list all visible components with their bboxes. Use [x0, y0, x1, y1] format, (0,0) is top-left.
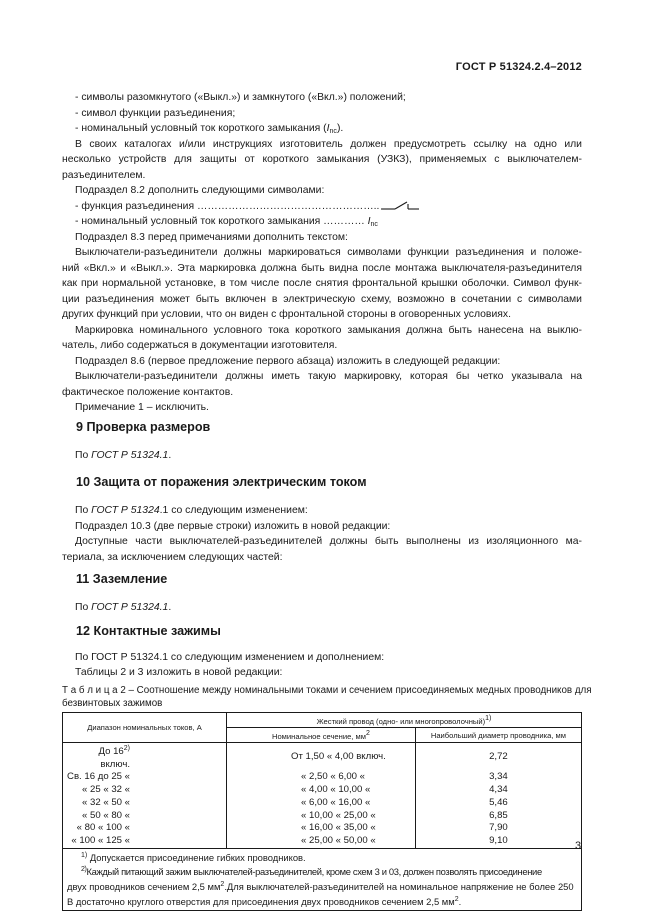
footnote-2: $^{2)}$Каждый питающий зажим выключателей-разъединителей, кроме схем 3 и 03, должен позволять присоединение	[81, 866, 542, 878]
disconnector-symbol-icon	[381, 199, 419, 211]
table-header-rigid: Жесткий провод (одно- или многопроволочный)1)	[227, 713, 582, 728]
table-row: До 16$^{2)}$ включ. От 1,50 « 4,00 включ. 2,72	[63, 743, 582, 772]
section-10-text: По ГОСТ Р 51324.1 со следующим изменением:	[75, 505, 308, 516]
section-10-text: Подраздел 10.3 (две первые строки) изложить в новой редакции:	[75, 521, 391, 532]
text-line: других функций при условии, что он виден с фронтальной стороны в оговоренных условиях.	[62, 309, 511, 320]
table-row: « 50 « 80 « « 10,00 « 25,00 « 6,85	[63, 810, 582, 823]
text-line: разъединителем.	[62, 170, 146, 181]
text-line: - символы разомкнутого («Выкл.») и замкнутого («Вкл.») положений;	[75, 92, 406, 103]
section-11-text: По ГОСТ Р 51324.1.	[75, 602, 172, 613]
text-line: чатель, либо содержаться в документации изготовителя.	[62, 340, 338, 351]
section-12-text: Таблицы 2 и 3 изложить в новой редакции:	[75, 667, 283, 678]
text-line: Подраздел 8.2 дополнить следующими символами:	[75, 185, 325, 196]
table-row: « 25 « 32 « « 4,00 « 10,00 « 4,34	[63, 784, 582, 797]
text-line: - символ функции разъединения;	[75, 108, 236, 119]
footnote-2-cont: двух проводников сечением 2,5 $мм^2.Для$ выключателей-разъединителей на номинальное напряжение не более 250	[67, 881, 574, 893]
text-line: Выключатели-разъединители должны маркироваться символами функции разъединения и положе-	[75, 247, 582, 258]
text-line: ции разъединения может быть включен в электрическую схему, возможно в сочетании с символами	[62, 294, 582, 305]
table-caption: безвинтовых зажимов	[62, 698, 163, 709]
table-row: « 100 « 125 « « 25,00 « 50,00 « 9,10	[63, 835, 582, 848]
section-10-text: Доступные части выключателей-разъединителей должны быть выполнены из изоляционного ма-	[75, 536, 582, 547]
section-9-text: По ГОСТ Р 51324.1.	[75, 450, 172, 461]
table-row: « 32 « 50 « « 6,00 « 16,00 « 5,46	[63, 797, 582, 810]
text-line: фактическое положение контактов.	[62, 387, 234, 398]
section-12-heading: 12 Контактные зажимы	[76, 624, 221, 638]
section-10-heading: 10 Защита от поражения электрическим током	[76, 475, 367, 489]
table-header-section: Номинальное сечение, мм2	[227, 728, 416, 743]
section-9-heading: 9 Проверка размеров	[76, 420, 211, 434]
text-line: - номинальный условный ток короткого замыкания $(I_{nc})$.	[75, 123, 344, 135]
table-caption: Т а б л и ц а 2 – Соотношение между номинальными токами и сечением присоединяемых медных проводников для	[62, 685, 592, 696]
text-line: - функция разъединения ……………………………………………..	[62, 199, 582, 215]
text-line: - номинальный условный ток короткого замыкания ………… $I_{nc}$	[75, 216, 378, 228]
document-code: ГОСТ Р 51324.2.4–2012	[455, 61, 582, 73]
table-header-range: Диапазон номинальных токов, А	[63, 713, 227, 743]
text-line: Подраздел 8.3 перед примечаниями дополнить текстом:	[75, 232, 348, 243]
section-12-text: По ГОСТ Р 51324.1 со следующим изменением и дополнением:	[75, 652, 385, 663]
conductor-table	[62, 712, 582, 911]
table-header-diameter: Наибольший диаметр проводника, мм	[415, 728, 581, 743]
footnote-1: $^{1)}$ Допускается присоединение гибких проводников.	[81, 851, 306, 863]
text-line: В своих каталогах и/или инструкциях изготовитель должен предусмотреть ссылку на одно или	[75, 139, 582, 150]
footnote-2-cont: В достаточно круглого отверстия для присоединения двух проводников сечением 2,5 $мм^2$.	[67, 895, 462, 907]
text-line: Примечание 1 – исключить.	[75, 402, 209, 413]
section-10-text: териала, за исключением следующих частей:	[62, 552, 283, 563]
text-line: Подраздел 8.6 (первое предложение первого абзаца) изложить в следующей редакции:	[75, 356, 501, 367]
section-11-heading: 11 Заземление	[76, 572, 168, 586]
text-line: ний «Вкл.» и «Выкл.». Эта маркировка должна быть видна после монтажа выключателя-разъединителя	[62, 263, 582, 274]
text-line: несколько устройств для защиты от короткого замыкания (УЗКЗ), применяемых с выключателем-	[62, 154, 582, 165]
table-footnotes	[63, 848, 582, 911]
text-line: Выключатели-разъединители должны иметь такую маркировку, которая бы четко указывала на	[75, 371, 582, 382]
text-line: как при нормальной установке, в том числе после снятия фронтальной крышки оболочки. Символ функ-	[62, 278, 582, 289]
table-row: « 80 « 100 « « 16,00 « 35,00 « 7,90	[63, 822, 582, 835]
page-number: 3	[575, 840, 582, 852]
table-row: Св. 16 до 25 « « 2,50 « 6,00 « 3,34	[63, 771, 582, 784]
text-line: Маркировка номинального условного тока короткого замыкания должна быть нанесена на выклю-	[75, 325, 582, 336]
